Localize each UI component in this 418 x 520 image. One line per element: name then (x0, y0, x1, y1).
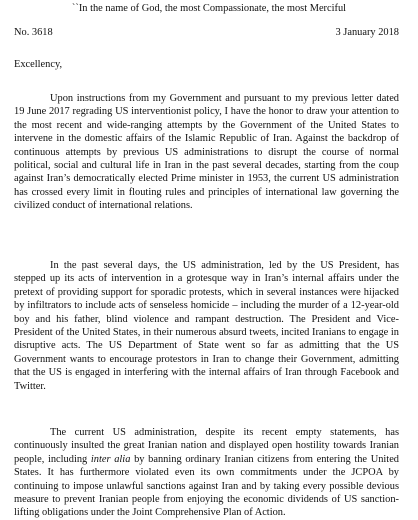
paragraph-3-italic-phrase: inter alia (90, 453, 131, 465)
letter-date: 3 January 2018 (335, 27, 399, 38)
body-paragraph-1: Upon instructions from my Government and pursuant to my previous letter dated 19 June 2017 regrading US interventionist policy, I have the honor to draw your attention to the most recent and wide-ranging attempts by the Government of the United States to intervene in the domestic affairs of the Islamic Republic of Iran. Against the backdrop of continuous attempts by previous US administrations to disrupt the course of normal political, social and cultural life in Iran in the past several decades, starting from the coup against Iran’s democratically elected Prime minister in 1953, the current US administration has crossed every limit in flouting rules and principles of international law governing the civilized conduct of international relations. (14, 93, 399, 212)
body-paragraph-2: In the past several days, the US administration, led by the US President, has stepped up its acts of intervention in a grotesque way in Iran’s internal affairs under the pretext of providing support for sporadic protests, which in several instances were hijacked by infiltrators to include acts of senseless homicide – including the murder of a 12-year-old boy and his father, blind violence and rampant destruction. The President and Vice-President of the United States, in their numerous absurd tweets, incited Iranians to engage in disruptive acts. The US Department of State went so far as admitting that the US Government wants to encourage protestors in Iran to change their Government, admitting that the US is engaged in interfering with the internal affairs of Iran through Facebook and Twitter. (14, 260, 399, 392)
reference-row (14, 27, 399, 39)
paragraph-3-text-start: The current US administration, despite its recent empty statements, has continuously insulted the great Iranian nation and displayed open hostility towards Iranian people, including (14, 427, 399, 465)
reference-number: No. 3618 (14, 27, 53, 38)
invocation-line: ``In the name of God, the most Compassionate, the most Merciful (71, 3, 347, 14)
paragraph-3-text-end: by banning ordinary Iranian citizens from entering the United States. It has furthermore violated even its own commitments under the JCPOA by continuing to impose unlawful sanctions against Iran and by taking every possible devious measure to prevent Iranian people from enjoying the economic dividends of US sanction-lifting obligations under the Joint Comprehensive Plan of Action. (14, 453, 399, 519)
body-paragraph-3 (14, 426, 399, 520)
salutation: Excellency, (14, 59, 63, 70)
